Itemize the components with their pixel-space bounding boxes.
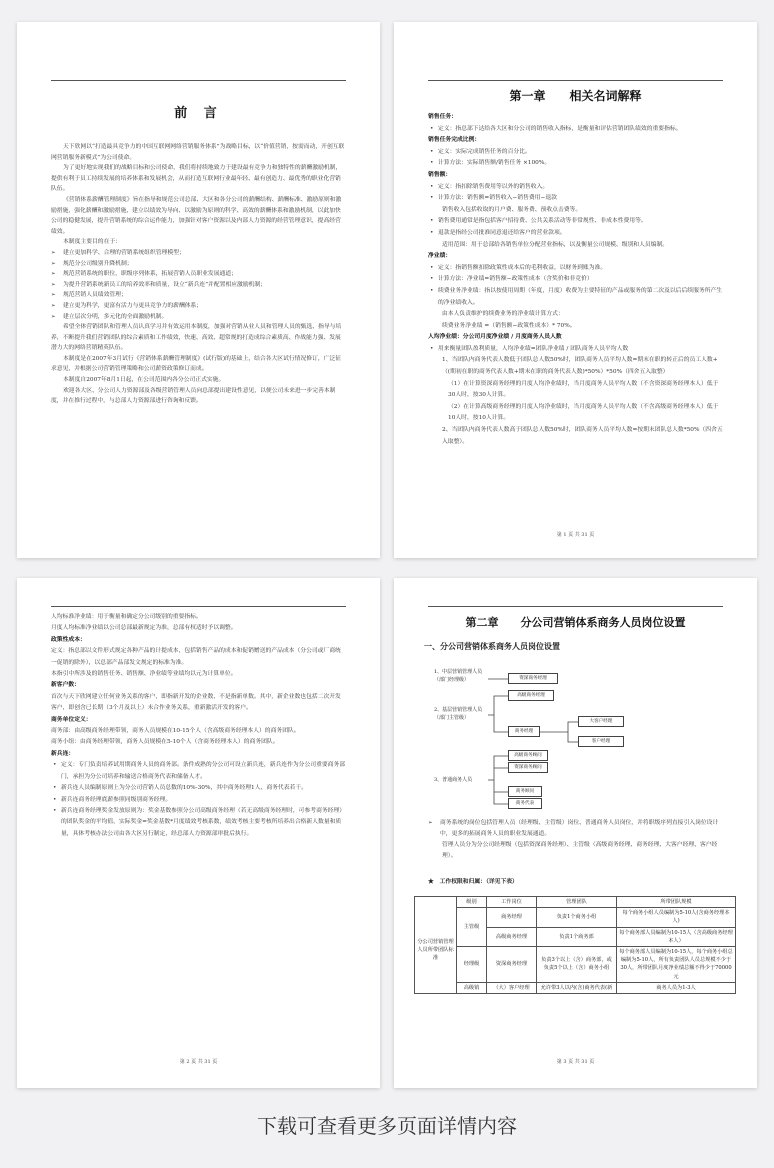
page-title: 前 言 xyxy=(174,106,223,121)
paragraph: • 定义：指销售额扣除政策性成本后的毛利收益，以财务到账为准。 xyxy=(428,263,723,275)
term-heading: 政策性成本： xyxy=(51,636,86,643)
list-item: ➢ 规范分公司级别升降机制； xyxy=(51,259,346,270)
paragraph: （2）在计算高级商务经理的月度人均净业绩时，当月度商务人员平均人数（不含高级商务经理本人）低于10人时，按10人计算。 xyxy=(448,403,719,422)
page-footer: 第 3 页 共 31 页 xyxy=(556,1059,595,1065)
paragraph: • 定义：指扣除销售费用等以外的销售收入。 xyxy=(428,182,723,194)
table-cell: 负责3个以上（含）商务部，或负责5个以上（含）商务小组 xyxy=(537,947,617,983)
paragraph: 由本人负责维护的续费业务的净业绩计算方式： xyxy=(442,311,564,318)
paragraph: 本制度自2007年8月1日起，在公司范围内各分公司正式实施。 xyxy=(63,377,225,384)
org-box: 商务顾问 xyxy=(508,786,542,797)
term-heading: 销售额： xyxy=(428,171,452,178)
table-header: 管理团队 xyxy=(537,897,617,908)
table-cell xyxy=(415,897,457,908)
paragraph: 2、当团队内商务代表人数高于团队总人数50%时，团队商务人员平均人数=按期末团队总人数*50%（四舍五入取整）。 xyxy=(442,427,723,445)
term-heading: 销售任务： xyxy=(428,114,457,120)
paragraph: 1、当团队内商务代表人数低于团队总人数50%时，团队商务人员平均人数=期末在职的转正后的员工人数+（(期初在职的商务代表人数+期末在职的商务代表人数)*50%）*50%（四舍五入取整） xyxy=(442,357,718,376)
paragraph: 本制度主要目的在于： xyxy=(63,239,121,246)
header-rule xyxy=(51,606,346,607)
paragraph: • 退款是指经公司批准同意退还给客户的营业款项。 xyxy=(428,228,723,240)
document-page-2 xyxy=(394,22,757,558)
paragraph: 销售收入包括收取的月户费、服务费、预收点击费等。 xyxy=(442,206,582,213)
org-box: 资深商务顾问 xyxy=(508,762,548,773)
list-item: ➢ 商务系统的岗位包括管理人员（经理级、主管级）岗位、普通商务人员岗位，并将职级序列直接引入岗位设计中，更多的拓展商务人员的职业发展通道。 xyxy=(428,818,723,840)
paragraph: 商务小组：由商务经理带领，商务人员规模在5-10个人（含商务经理本人）的商务团队。 xyxy=(51,739,279,746)
paragraph: • 计算方法：销售额=销售收入−销售费用−退款 xyxy=(428,193,723,205)
table-group-label: 分公司营销管理人员所带团队标准 xyxy=(415,908,457,994)
org-box: 商务经理 xyxy=(508,726,540,737)
table-cell: 每个商务部人员编制为10-15人（含高级商务经理本人） xyxy=(617,927,736,946)
paragraph: • 定义：指总部下达给各大区和分公司的销售收入指标，是衡量和评估营销团队绩效的重要指标。 xyxy=(428,124,723,136)
paragraph: 天下欣网以“打造最具竞争力的中国互联网网络营销服务体系”为战略目标，以“价值营销，按需而动，开创互联网营销服务新模式”为公司使命。 xyxy=(51,144,345,161)
paragraph: 《营销体系薪酬管理制度》旨在指导和规范公司总部、大区和各分公司的薪酬结构、薪酬标准、激励原则和激励措施，强化薪酬和激励措施，建立以绩效为导向、以激励为原则的科学、高效的薪酬体系和激励机制，以此加快公司的稳健发展，提升营销系统的综合运作能力，加强针对客户资源以及内部人力资源的经营管理意识，提高经营绩效。 xyxy=(51,196,342,235)
term-heading: 销售任务完成比例： xyxy=(428,137,481,144)
term-heading: 商务单位定义： xyxy=(51,716,92,723)
org-box: 商务代表 xyxy=(508,798,542,809)
section-heading: 一、分公司营销体系商务人员岗位设置 xyxy=(424,642,560,651)
table-row xyxy=(415,982,736,993)
header-rule xyxy=(51,80,346,81)
paragraph: • 计算方法：净业绩=销售额−政策性成本（含奖价和非竞价） xyxy=(428,274,723,286)
preface-body xyxy=(51,142,346,407)
chapter-title: 第一章 相关名词解释 xyxy=(509,89,642,103)
paragraph: 定义：指总部以文件形式规定各种产品的计提成本，包括销售产品的成本和促销赠送的产品成本（分公司或厂商统一促销的除外），以总部产品部发文规定的标准为准。 xyxy=(51,648,341,666)
org-box: 高级商务经理 xyxy=(508,690,554,701)
page-footer: 第 1 页 共 31 页 xyxy=(556,532,595,538)
table-cell: 商务经理 xyxy=(487,908,537,927)
list-item: ➢ 建立层次分明，多元化的全面激励机制。 xyxy=(51,312,346,323)
table-cell: 主管级 xyxy=(457,908,487,947)
header-rule xyxy=(428,80,723,81)
table-cell: 每个商务小组人员编制为5-10人(含商务经理本人) xyxy=(617,908,736,927)
paragraph: 首次与天下欣网建立任何业务关系的客户，即指新开发的企业数，不是指新单数。其中，新企业数也包括二次开发客户，即创含已长期（3个月及以上）未合作业务关系，重新激活开发的客户。 xyxy=(51,693,341,712)
org-chart xyxy=(428,662,728,810)
paragraph: • 销售费用通常是指包括客户招待费、公共关系活动等非常规性、非成本性费用等。 xyxy=(428,216,723,228)
org-box: 资深商务经理 xyxy=(508,673,558,684)
table-row xyxy=(415,947,736,983)
org-level-label: 2、基层营销管理人员（部门主管级） xyxy=(434,707,483,721)
document-page-3 xyxy=(17,578,380,1088)
paragraph: 人均标准净业绩：用于衡量和确定分公司级别的重要指标。 xyxy=(51,614,202,620)
table-cell: 资深商务经理 xyxy=(487,947,537,983)
table-cell: 负责1个商务小组 xyxy=(537,908,617,927)
paragraph: • 新兵连商务经理奖金发放原则为：奖金基数参照分公司高级商务经理（若无高级商务经理时，可参考商务经理）的团队奖金的平均值，实际奖金=奖金基数*月度绩效考核系数，绩效考核主要考核所培养出合格新人数量和质量，具体考核办法公司由各大区另行制定，经总部人力资源部审批后执行。 xyxy=(51,806,346,840)
table-row xyxy=(415,908,736,927)
header-rule xyxy=(428,606,723,607)
paragraph: 欢迎各大区、分公司人力资源部及各级营销管理人员向总部提出建设性意见，以便公司未来进一步完善本制度，并在推行过程中，与总部人力资源部进行咨询和反馈。 xyxy=(51,387,336,405)
paragraph: • 定义：实际完成销售任务的百分比。 xyxy=(428,147,723,159)
paragraph: • 新兵连人员编制原则上为分公司营销人员总数的10%-30%，其中商务经理1人、商务代表若干。 xyxy=(51,783,346,794)
table-cell: 每个商务部人员编制为10-15人，每个商务小组总编制为5-10人，所有负责团队人员总规模不少于30人，所带团队月度净业绩总额不得少于70000元 xyxy=(617,947,736,983)
definitions-body xyxy=(51,612,346,840)
org-box: 客户经理 xyxy=(578,736,624,747)
list-item: ➢ 为提升营销系统新员工的培养效率和质量，设立“新兵连”并配置相应激励机制； xyxy=(51,280,346,291)
term-heading: 净业绩： xyxy=(428,253,452,260)
table-cell: 高级销 xyxy=(457,982,487,993)
table-header-row xyxy=(415,897,736,908)
paragraph: • 计算方法：实际销售额/销售任务 ×100%。 xyxy=(428,158,723,170)
paragraph: 本制度是在2007年3月试行《营销体系薪酬管理制度》(试行版)的基础上，结合各大区试行情况修订，广泛征求意见，并根据公司营销管理策略和公司薪资政策修订而成。 xyxy=(51,355,342,373)
table-cell: （大）客户经理 xyxy=(487,982,537,993)
paragraph: 希望全体营销团队和管理人员认真学习并有效运用本制度，加强对营销从业人员和管理人员的甄选、指导与培养，不断提升我们营销团队的综合素质和工作绩效，快速、高效、超常规的打造成综合素质高、作战能力强、发展潜力大的网络营销精英队伍。 xyxy=(51,324,342,352)
download-caption: 下载可查看更多页面详情内容 xyxy=(257,1114,517,1138)
page-footer: 第 2 页 共 31 页 xyxy=(179,1059,218,1065)
authority-table xyxy=(414,896,736,994)
paragraph: 为了更好地实现我们的战略目标和公司使命，我们将持续地致力于建设最有竞争力和独特性的薪酬激励机制，提供有利于员工持续发展的培养体系和发展机会，从而打造互联网行业最年轻、最有创造力、最优秀的职业化营销队伍。 xyxy=(51,165,342,193)
paragraph: 本指引中所涉及的销售任务、销售额、净业绩等业绩均以元为计算单位。 xyxy=(51,671,237,678)
paragraph: （1）在计算资深商务经理的月度人均净业绩时，当月度商务人员平均人数（不含资深商务经理本人）低于30人时，按30人计算。 xyxy=(448,380,719,399)
list-item: ➢ 建立更为科学，更富有活力与更具竞争力的薪酬体系； xyxy=(51,301,346,312)
chapter-title: 第二章 分公司营销体系商务人员岗位设置 xyxy=(465,616,686,629)
paragraph: 商务部：由高级商务经理带领，商务人员规模在10-15个人（含高级商务经理本人）的商务团队。 xyxy=(51,728,300,735)
paragraph: 月度人均标准净业绩以公司总部最新规定为准，总部有权适时予以调整。 xyxy=(51,625,237,632)
position-notes xyxy=(428,818,723,862)
table-cell: 负责1个商务部 xyxy=(537,927,617,946)
term-heading: 新兵连： xyxy=(51,750,75,757)
term-heading: 新客户数： xyxy=(51,682,80,689)
paragraph: • 定义：专门负责培养试用期商务人员的商务部。条件成熟的分公司可设立新兵连，新兵连作为分公司重要商务部门，承担为分公司培养和输送合格商务代表和储备人才。 xyxy=(51,760,346,783)
paragraph: • 续费业务净业绩：指以按使用周期（年度，月度）收费为主要特征的产品或服务的第二次及以后后续服务所产生的净业绩收入。 xyxy=(428,286,723,309)
table-header: 工作岗位 xyxy=(487,897,537,908)
document-page-4 xyxy=(394,578,757,1088)
list-item: ➢ 建立更加科学、合理的营销系统组织管理模型； xyxy=(51,248,346,259)
paragraph: • 新兵连商务经理底薪参照同级别商务经理。 xyxy=(51,795,346,806)
table-header: 所带团队规模 xyxy=(617,897,736,908)
paragraph: 续费业务净业绩 =（销售额−政策性成本）* 70%。 xyxy=(442,322,576,329)
table-cell: 经理级 xyxy=(457,947,487,983)
document-page-1 xyxy=(17,22,380,558)
paragraph: • 用来衡量团队盈利质量，人均净业绩=团队净业绩 / 团队商务人员平均人数 xyxy=(428,344,723,356)
definitions-body xyxy=(428,112,723,448)
org-level-label: 1、中层营销管理人员（部门经理级） xyxy=(434,669,483,683)
org-box: 高级商务顾问 xyxy=(508,750,548,761)
paragraph: 管理人员分为分公司经理级（包括资深商务经理）、主管级（高级商务经理、商务经理、大客户经理、客户经理）。 xyxy=(442,842,718,859)
table-title: ★ 工作权限和归属：（详见下表） xyxy=(428,879,518,885)
table-cell: 高级商务经理 xyxy=(487,927,537,946)
org-box: 大客户经理 xyxy=(578,716,624,727)
table-header: 级别 xyxy=(457,897,487,908)
term-heading: 人均净业绩：分公司月度净业绩 / 月度商务人员人数 xyxy=(428,334,562,341)
org-level-label: 3、普通商务人员 xyxy=(434,777,473,783)
paragraph: 适用范围：用于总部给各销售单位分配营业指标，以及衡量公司规模、级别和人员编制。 xyxy=(442,241,669,248)
table-cell: 允许带3人以内(含)商务代表(新 xyxy=(537,982,617,993)
list-item: ➢ 规范营销人员绩效管理； xyxy=(51,290,346,301)
list-item: ➢ 规范营销系统的职位，职级序列体系，拓展营销人员职业发展通道； xyxy=(51,269,346,280)
table-cell: 商务人员为1-3人 xyxy=(617,982,736,993)
